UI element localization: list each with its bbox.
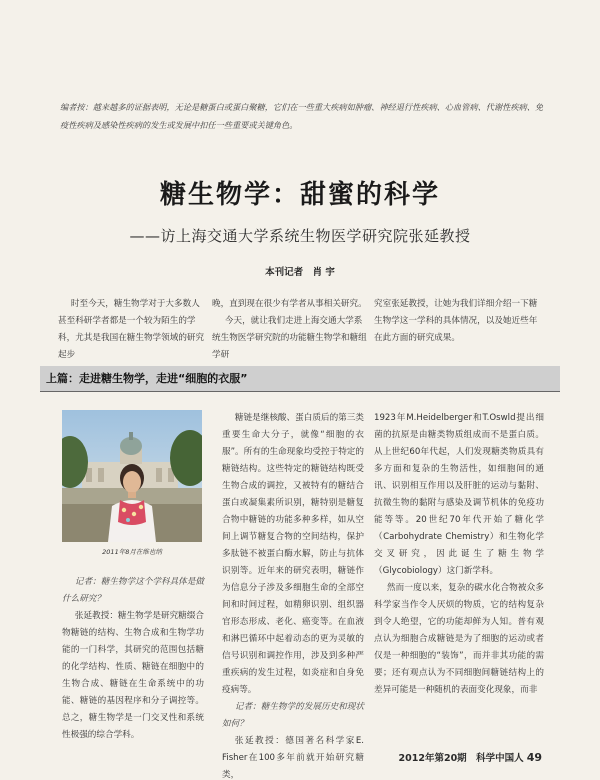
interview-question: 记者：糖生物学的发展历史和现状如何？ bbox=[222, 702, 364, 729]
interview-answer: 张延教授：德国著名科学家E. Fisher在100多年前就开始研究糖类， bbox=[222, 736, 364, 780]
intro-paragraph: 时至今天，糖生物学对于大多数人甚至科研学者都是一个较为陌生的学科，尤其是我国在糖生物学领域的研究起步 bbox=[58, 299, 205, 360]
vienna-photo-illustration bbox=[62, 410, 202, 542]
byline: 本刊记者 肖 宇 bbox=[265, 267, 335, 278]
intro-paragraph: 今天，就让我们走进上海交通大学系统生物医学研究院的功能糖生物学和糖组学研 bbox=[212, 316, 367, 360]
body-paragraph: 糖链是继核酸、蛋白质后的第三类重要生命大分子，就像“细胞的衣服”。所有的生命现象均受控于特定的糖链结构。这些特定的糖链结构既受生物合成的调控，又被特有的糖结合蛋白或凝集素所识别，糖特别是糖复合物中糖链的功能多种多样，如从空间上调节糖复合物的空间结构，保护多肽链不被蛋白酶水解，防止与抗体识别等。近年来的研究表明，糖链作为信息分子涉及多细胞生命的全部空间和时间过程，如精卵识别、组织器官形态形成、老化、癌变等。在血液和淋巴循环中起着动态的更为灵敏的信号识别和调控作用，涉及到多种严重疾病的发生过程，如炎症和自身免疫病等。 bbox=[222, 413, 364, 695]
intro-column-3 bbox=[374, 296, 544, 347]
editor-note: 编者按：越来越多的证据表明，无论是糖蛋白或蛋白聚糖，它们在一些重大疾病如肿瘤、神经退行性疾病、心血管病、代谢性疾病、免疫性疾病及感染性疾病的发生或发展中扣任一些重要或关键角色。 bbox=[60, 102, 544, 130]
intro-column-2 bbox=[212, 296, 368, 364]
page-footer bbox=[399, 750, 542, 764]
article-subtitle: ——访上海交通大学系统生物医学研究院张延教授 bbox=[129, 227, 471, 245]
intro-column-1 bbox=[58, 296, 208, 364]
interview-question: 记者：糖生物学这个学科具体是做什么研究？ bbox=[62, 577, 204, 604]
body-column-left bbox=[62, 574, 204, 744]
photo-caption: 2011年8月在维也纳 bbox=[102, 548, 162, 556]
section-heading: 上篇：走进糖生物学，走进“细胞的衣服” bbox=[46, 372, 248, 385]
body-column-right bbox=[374, 410, 544, 699]
issue-info: 2012年第20期 科学中国人 bbox=[398, 753, 524, 764]
article-title: 糖生物学：甜蜜的科学 bbox=[159, 180, 440, 210]
page-number: 49 bbox=[526, 751, 542, 764]
intro-paragraph: 究室张延教授，让她为我们详细介绍一下糖生物学这一学科的具体情况，以及她近些年在此方面的研究成果。 bbox=[374, 299, 538, 343]
intro-paragraph: 晚，直到现在很少有学者从事相关研究。 bbox=[212, 299, 367, 309]
body-paragraph: 然而一度以来，复杂的碳水化合物被众多科学家当作令人厌烦的物质，它的结构复杂到令人绝望，它的功能却鲜为人知。普有观点认为细胞合成糖链是为了细胞的运动或者仅是一种细胞的“装饰”，而并非其功能的需要；还有观点认为不同细胞间糖链结构上的差异可能是一种随机的表面变化现象，而非 bbox=[374, 583, 544, 695]
interview-answer: 张延教授：糖生物学是研究糖缀合物糖链的结构、生物合成和生物学功能的一门科学，其研究的范围包括糖的化学结构、性质、糖链在细胞中的生物合成、糖链在生命系统中的功能、糖链的基因程序和分子调控等。总之，糖生物学是一门交叉性和系统性极强的综合学科。 bbox=[62, 611, 204, 740]
body-paragraph: 1923年M.Heidelberger和T.Oswld提出细菌的抗原是由糖类物质组成而不是蛋白质。从上世纪60年代起，人们发现糖类物质具有多方面和复杂的生物活性，如细胞间的通讯、识别相互作用以及肝脏的运动与黏附、抗微生物的黏附与感染及调节机体的免疫功能等等。20世纪70年代开始了糖化学（Carbohydrate Chemistry）和生物化学交叉研究，因此诞生了糖生物学（Glycobiology）这门新学科。 bbox=[374, 413, 544, 576]
section-heading-bar bbox=[40, 366, 560, 392]
body-column-middle bbox=[222, 410, 364, 780]
professor-photo bbox=[62, 410, 202, 542]
section-rule bbox=[40, 391, 560, 392]
